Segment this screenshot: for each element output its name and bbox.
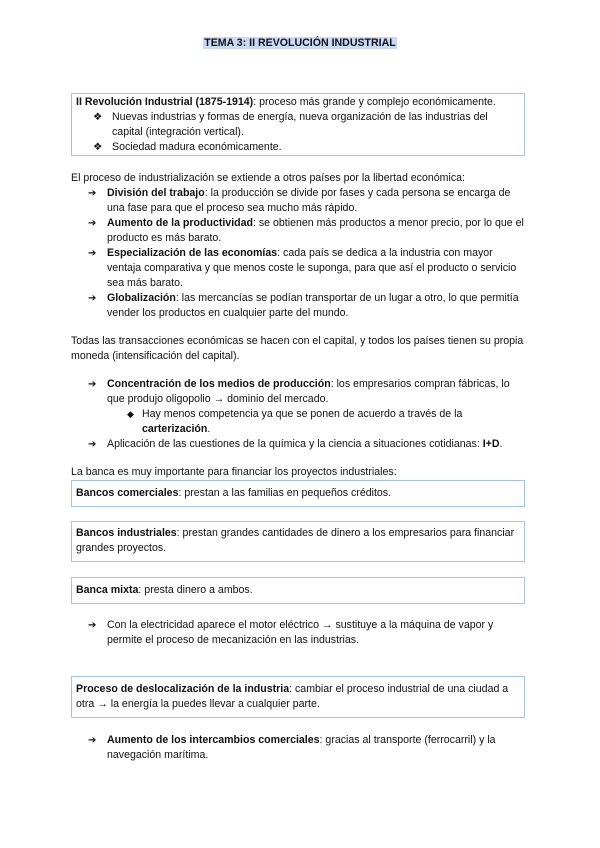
concentration-subitem <box>71 407 525 437</box>
intercambios-text: : gracias al transporte (ferrocarril) y la navegación marítima. <box>107 734 496 761</box>
diamond-bullet-icon: ❖ <box>93 141 103 153</box>
deslocalizacion-box <box>71 676 525 718</box>
expansion-item-2 <box>71 216 525 246</box>
expansion-item-4 <box>71 291 525 321</box>
science-term: I+D <box>482 438 500 450</box>
arrow-bullet-icon: ➔ <box>88 188 97 199</box>
expansion-item-1 <box>71 186 525 216</box>
expansion-item-3 <box>71 246 525 291</box>
industriales-text: : prestan grandes cantidades de dinero a los empresarios para financiar grandes proyectos. <box>76 527 515 554</box>
arrow-bullet-icon: ➔ <box>88 620 97 631</box>
electricity-text: Con la electricidad aparece el motor eléctrico → sustituye a la máquina de vapor y permite el proceso de mecanización en las industrias. <box>107 619 494 646</box>
arrow-bullet-icon: ➔ <box>88 439 97 450</box>
page-title <box>0 36 600 51</box>
bancos-industriales-box <box>71 521 525 562</box>
electricity-section <box>71 618 525 648</box>
intro-definition <box>76 95 520 110</box>
concentration-section <box>71 377 525 452</box>
intro-box <box>71 93 525 156</box>
intercambios-item <box>71 733 525 763</box>
science-end: . <box>499 438 503 450</box>
subitem-end: . <box>207 423 211 435</box>
arrow-bullet-icon: ➔ <box>88 218 97 229</box>
deslocalizacion-term: Proceso de deslocalización de la industria <box>76 683 290 695</box>
science-text: Aplicación de las cuestiones de la química y la ciencia a situaciones cotidianas: <box>107 438 483 450</box>
mixta-text: : presta dinero a ambos. <box>138 584 253 596</box>
electricity-item <box>71 618 525 648</box>
banca-mixta-box <box>71 577 525 604</box>
item-text: : las mercancías se podían transportar de un lugar a otro, lo que permitía vender los productos en cualquier parte del mundo. <box>107 292 519 319</box>
title-highlight: TEMA 3: II REVOLUCIÓN INDUSTRIAL <box>204 37 396 49</box>
concentration-item <box>71 377 525 407</box>
arrow-bullet-icon: ➔ <box>88 293 97 304</box>
item-text: : se obtienen más productos a menor precio, por lo que el producto es más barato. <box>107 217 524 244</box>
expansion-intro: El proceso de industrialización se extiende a otros países por la libertad económica: <box>71 172 465 184</box>
subitem-text: Hay menos competencia ya que se ponen de acuerdo a través de la <box>142 408 463 420</box>
intro-bullet-1 <box>76 110 520 140</box>
comerciales-term: Bancos comerciales <box>76 487 179 499</box>
diamond-bullet-icon: ❖ <box>93 111 103 123</box>
intro-term: II Revolución Industrial (1875-1914) <box>76 96 254 108</box>
item-text: : cada país se dedica a la industria con mayor ventaja comparativa y que menos coste le suponga, para que así el producto o servicio sea más barato. <box>107 247 517 289</box>
item-term: Globalización <box>107 292 176 304</box>
bancos-comerciales-box <box>71 480 525 507</box>
mixta-term: Banca mixta <box>76 584 139 596</box>
banca-intro: La banca es muy importante para financiar los proyectos industriales: <box>71 466 397 478</box>
arrow-bullet-icon: ➔ <box>88 248 97 259</box>
arrow-bullet-icon: ➔ <box>88 379 97 390</box>
intro-bullet-2 <box>76 140 520 155</box>
intro-bullet-text: Sociedad madura económicamente. <box>112 141 282 153</box>
arrow-bullet-icon: ➔ <box>88 735 97 746</box>
solid-diamond-icon: ◆ <box>127 409 134 419</box>
subitem-term: carterización <box>142 423 208 435</box>
science-item <box>71 437 525 452</box>
intercambios-term: Aumento de los intercambios comerciales <box>107 734 320 746</box>
capital-paragraph: Todas las transacciones económicas se hacen con el capital, y todos los países tienen su propia moneda (intensificación del capital). <box>71 335 524 362</box>
intro-bullet-text: Nuevas industrias y formas de energía, nueva organización de las industrias del capital (integración vertical). <box>112 111 488 138</box>
intro-text: : proceso más grande y complejo económicamente. <box>253 96 496 108</box>
item-term: Aumento de la productividad <box>107 217 253 229</box>
item-text: : la producción se divide por fases y cada persona se encarga de una fase para que el proceso sea mucho más rápido. <box>107 187 511 214</box>
item-term: Especialización de las economías <box>107 247 278 259</box>
intercambios-section <box>71 733 525 763</box>
industriales-term: Bancos industriales <box>76 527 177 539</box>
item-term: División del trabajo <box>107 187 205 199</box>
comerciales-text: : prestan a las familias en pequeños créditos. <box>178 487 392 499</box>
concentration-term: Concentración de los medios de producción <box>107 378 331 390</box>
deslocalizacion-text: : cambiar el proceso industrial de una ciudad a otra → la energía la puedes llevar a cualquier parte. <box>76 683 509 710</box>
expansion-section <box>71 171 525 321</box>
concentration-text: : los empresarios compran fábricas, lo que produjo oligopolio → dominio del mercado. <box>107 378 510 405</box>
